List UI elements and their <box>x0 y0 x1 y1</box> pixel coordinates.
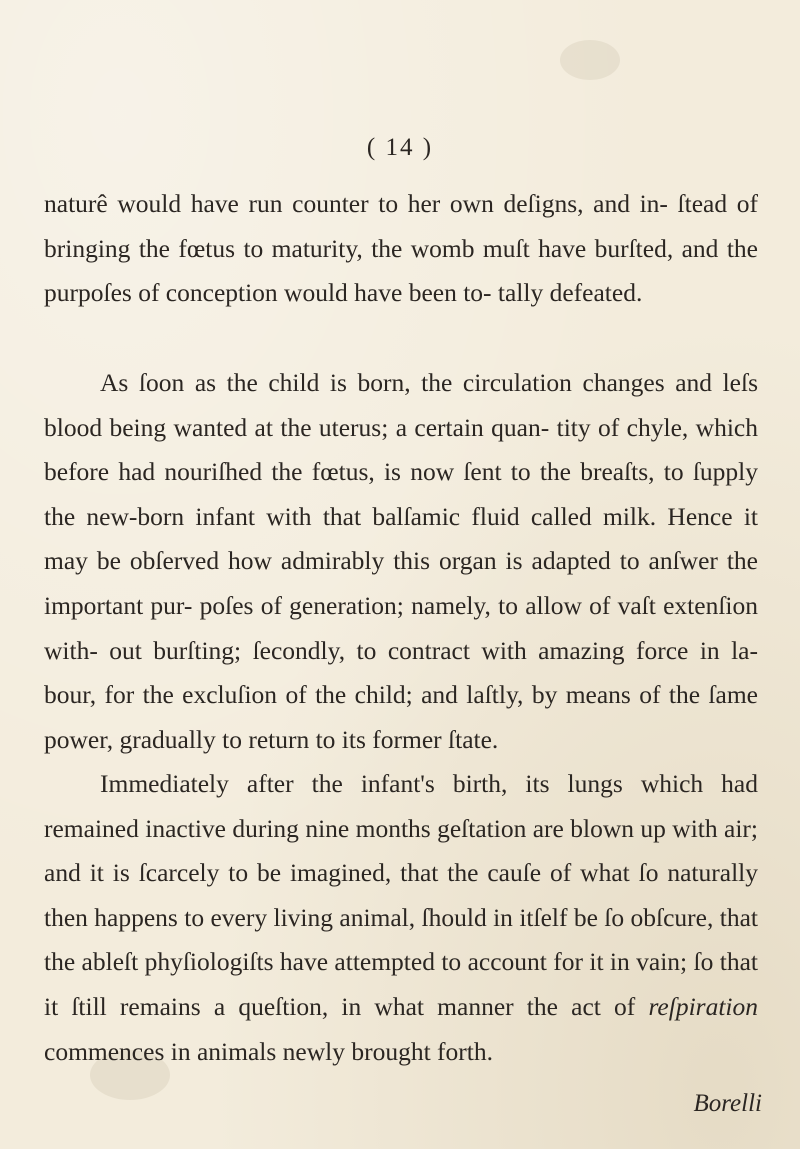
page-number: ( 14 ) <box>366 134 434 161</box>
paragraph-3-end: commences in animals newly brought forth. <box>44 1036 493 1066</box>
paper-stain <box>560 40 620 80</box>
catchword: Borelli <box>693 1090 762 1117</box>
paragraph-3-main: Immediately after the infant's birth, its lungs which had remained inactive during nine months geſtation are blown up with air; and it is ſcarcely to be imagined, that the cauſe of what ſo naturally then happens to every living animal, ſhould in itſelf be ſo obſcure, that the ableſt phyſiologiſts have attempted to account for it in vain; ſo that it ſtill remains a queſtion, in what manner the act of <box>44 769 758 1021</box>
paragraph-3 <box>44 762 758 1074</box>
respiration-italic: reſpiration <box>648 991 758 1021</box>
paragraph-2-text: As ſoon as the child is born, the circulation changes and leſs blood being wanted at the uterus; a certain quan- tity of chyle, which before had nouriſhed the fœtus, is now ſent to the breaſts, to ſupply the new-born infant with that balſamic fluid called milk. Hence it may be obſerved how admirably this organ is adapted to anſwer the important pur- poſes of generation; namely, to allow of vaſt extenſion with- out burſting; ſecondly, to contract with amazing force in la- bour, for the excluſion of the child; and laſtly, by means of the ſame power, gradually to return to its former ſtate. <box>44 368 758 754</box>
paragraph-1 <box>44 182 758 316</box>
paragraph-3-text <box>44 762 758 1074</box>
paragraph-1-text: naturê would have run counter to her own deſigns, and in- ſtead of bringing the fœtus to maturity, the womb muſt have burſted, and the purpoſes of conception would have been to- tally defeated. <box>44 189 758 308</box>
paragraph-2 <box>44 361 758 762</box>
